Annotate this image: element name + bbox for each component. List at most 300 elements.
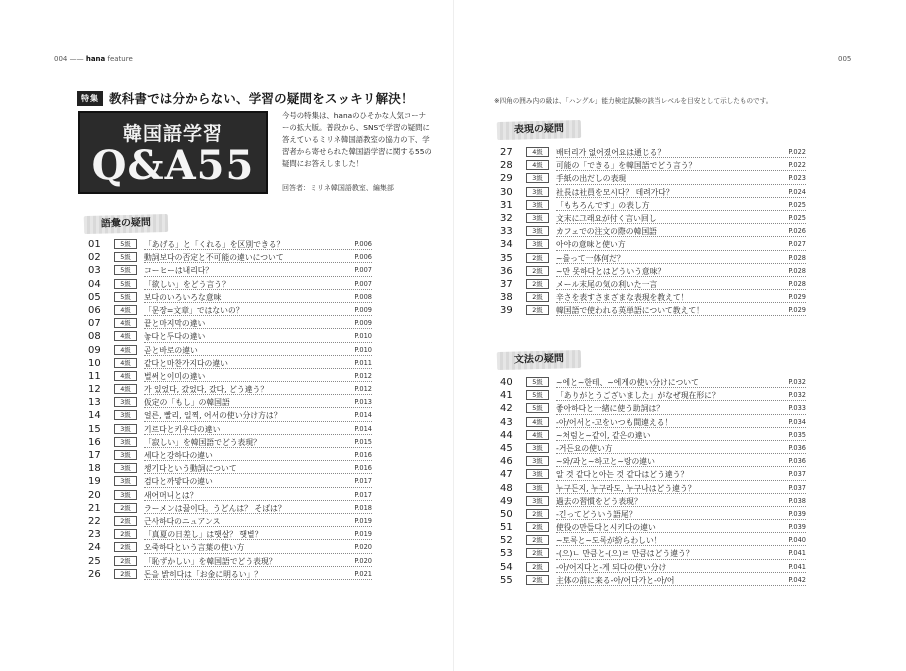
question-row	[500, 574, 806, 587]
level-badge: 4級	[114, 384, 137, 394]
page-reference: P.035	[788, 430, 806, 439]
question-number: 16	[88, 436, 101, 448]
level-badge: 3級	[114, 476, 137, 486]
page-reference: P.019	[354, 516, 372, 525]
question-title: 누구든지, 누구라도, 누구나はどう違う？	[556, 483, 696, 493]
question-number: 03	[88, 265, 101, 277]
question-row	[500, 429, 806, 442]
question-row	[88, 436, 372, 449]
dotted-leader	[144, 421, 372, 422]
level-badge: 5級	[114, 292, 137, 302]
page-reference: P.020	[354, 543, 372, 552]
level-badge: 2級	[114, 529, 137, 539]
level-badge: 5級	[114, 239, 137, 249]
page-reference: P.023	[788, 174, 806, 183]
page-reference: P.027	[788, 240, 806, 249]
dotted-leader	[556, 197, 806, 198]
dotted-leader	[556, 315, 806, 316]
dotted-leader	[144, 434, 372, 435]
question-title: 主体の前に来る-아/어다가と-아/어	[556, 575, 675, 585]
question-row	[88, 357, 372, 370]
page-reference: P.016	[354, 451, 372, 459]
dotted-leader	[144, 315, 372, 316]
level-badge: 3級	[114, 397, 137, 407]
question-number: 40	[500, 377, 513, 388]
level-badge: 3級	[526, 239, 549, 249]
question-row	[500, 402, 806, 415]
dotted-leader	[144, 579, 372, 580]
level-badge: 5級	[114, 279, 137, 289]
page-reference: P.014	[354, 411, 372, 420]
question-title: 같다と마찬가지다の違い	[144, 358, 228, 368]
page-reference: P.036	[788, 457, 806, 466]
page-reference: P.034	[788, 417, 806, 426]
question-title: ~를って一体何だ？	[556, 253, 625, 263]
question-title: 아야の意味と使い方	[556, 240, 626, 250]
level-badge: 3級	[526, 187, 549, 197]
page-reference: P.007	[354, 266, 372, 275]
question-row	[88, 317, 372, 330]
question-title: ~와/과と~하고と~랑の違い	[556, 457, 655, 467]
dotted-leader	[556, 427, 806, 428]
feature-header	[77, 89, 414, 107]
question-row	[500, 482, 806, 495]
page-reference: P.012	[354, 371, 372, 380]
section-label-expression: 表現の疑問	[497, 120, 581, 140]
page-reference: P.013	[354, 398, 372, 407]
page-reference: P.037	[788, 470, 806, 479]
dotted-leader	[144, 249, 372, 250]
question-number: 46	[500, 456, 513, 468]
running-header-left	[54, 55, 133, 63]
question-title: 可能の「できる」を韓国語でどう言う？	[556, 161, 697, 171]
page-reference: P.029	[788, 293, 806, 302]
dotted-leader	[556, 263, 806, 264]
level-badge: 2級	[526, 253, 549, 263]
question-row	[88, 449, 372, 462]
question-title: ラーメンは끓이다。うどんは？ そばは？	[144, 503, 286, 513]
question-row	[500, 225, 806, 238]
level-note: ※四角の囲み内の級は、「ハングル」能力検定試験の該当レベルを目安として示したものです。	[494, 97, 773, 105]
page-reference: P.024	[788, 187, 806, 196]
level-badge: 3級	[526, 213, 549, 223]
question-row	[88, 383, 372, 396]
question-title: 새어머니とは？	[144, 490, 198, 500]
section-label-grammar: 文法の疑問	[497, 350, 581, 370]
page-number-left: 004	[54, 55, 68, 63]
level-badge: 2級	[114, 516, 137, 526]
question-number: 36	[500, 265, 513, 277]
question-title: 기르다と키우다の違い	[144, 424, 221, 434]
question-number: 29	[500, 173, 513, 185]
question-number: 20	[88, 489, 101, 501]
question-title: 돈을 밝히다は「お金に明るい」？	[144, 569, 263, 579]
dotted-leader	[556, 184, 806, 185]
question-number: 44	[500, 429, 513, 441]
dotted-leader	[556, 519, 806, 520]
dotted-leader	[556, 440, 806, 441]
page-reference: P.018	[354, 503, 372, 512]
level-badge: 3級	[114, 437, 137, 447]
level-badge: 2級	[114, 542, 137, 552]
header-dash: ——	[69, 55, 84, 63]
question-title: 끝と마지막の違い	[144, 319, 206, 329]
level-badge: 3級	[526, 456, 549, 466]
question-row	[500, 521, 806, 534]
dotted-leader	[144, 355, 372, 356]
page-reference: P.019	[354, 530, 372, 539]
question-row	[500, 416, 806, 429]
level-badge: 5級	[114, 265, 137, 275]
question-row	[500, 389, 806, 402]
page-reference: P.025	[788, 200, 806, 209]
page-reference: P.026	[788, 227, 806, 236]
page-reference: P.040	[788, 536, 806, 545]
question-row	[500, 547, 806, 560]
page-reference: P.007	[354, 279, 372, 288]
dotted-leader	[144, 262, 372, 263]
question-title: 곧と바로の違い	[144, 345, 198, 355]
page-reference: P.006	[354, 253, 372, 262]
dotted-leader	[144, 460, 372, 461]
level-badge: 4級	[114, 305, 137, 315]
question-number: 50	[500, 508, 513, 520]
question-number: 39	[500, 305, 513, 317]
page-reference: P.039	[788, 509, 806, 518]
page-reference: P.028	[788, 253, 806, 262]
dotted-leader	[144, 513, 372, 514]
expression-question-list	[500, 146, 806, 317]
question-row	[500, 291, 806, 304]
page-reference: P.021	[354, 569, 372, 578]
question-row	[500, 455, 806, 468]
level-badge: 3級	[114, 463, 137, 473]
question-number: 15	[88, 423, 101, 435]
level-badge: 2級	[114, 556, 137, 566]
question-number: 10	[88, 357, 101, 369]
dotted-leader	[556, 276, 806, 277]
level-badge: 5級	[526, 390, 549, 400]
question-number: 24	[88, 542, 101, 554]
question-row	[500, 212, 806, 225]
level-badge: 3級	[526, 443, 549, 453]
dotted-leader	[144, 289, 372, 290]
level-badge: 2級	[526, 279, 549, 289]
dotted-leader	[556, 453, 806, 454]
intro-text: 今号の特集は、hanaのひそかな人気コーナーの拡大版。普段から、SNSで学習の疑問に答えているミリネ韓国語教室の協力の下、学習者から寄せられた韓国語学習に関する55の疑問にお答えしました！	[282, 111, 432, 168]
question-row	[500, 561, 806, 574]
question-row	[88, 251, 372, 264]
question-number: 38	[500, 292, 513, 304]
question-title: -거든요の使い方	[556, 443, 613, 453]
question-row	[88, 502, 372, 515]
level-badge: 4級	[114, 345, 137, 355]
question-title: コーヒーは내리다？	[144, 266, 214, 276]
question-title: 手紙の出だしの表現	[556, 174, 627, 184]
question-title: -긴ってどういう語尾？	[556, 509, 637, 519]
dotted-leader	[556, 289, 806, 290]
level-badge: 3級	[114, 490, 137, 500]
question-title: 배터리가 없어졌어요は通じる？	[556, 148, 666, 157]
level-badge: 5級	[526, 377, 549, 387]
question-number: 28	[500, 160, 513, 172]
feature-title: 教科書では分からない、学習の疑問をスッキリ解決！	[109, 91, 414, 106]
question-number: 17	[88, 450, 101, 461]
dotted-leader	[556, 572, 806, 573]
question-title: 「あげる」と「くれる」を区別できる？	[144, 240, 285, 249]
question-number: 26	[88, 568, 101, 580]
question-number: 54	[500, 561, 513, 573]
question-title: 「恥ずかしい」を韓国語でどう表現？	[144, 556, 277, 566]
dotted-leader	[556, 387, 806, 388]
page-reference: P.022	[788, 161, 806, 170]
grammar-question-list	[500, 376, 806, 587]
page-reference: P.008	[354, 292, 372, 301]
question-number: 05	[88, 291, 101, 303]
level-badge: 3級	[114, 410, 137, 420]
question-row	[500, 186, 806, 199]
question-number: 30	[500, 186, 513, 198]
question-row	[500, 159, 806, 172]
question-number: 48	[500, 482, 513, 494]
question-number: 19	[88, 476, 101, 488]
section-name: feature	[107, 55, 133, 63]
page-reference: P.039	[788, 523, 806, 532]
level-badge: 2級	[526, 266, 549, 276]
question-row	[88, 541, 372, 554]
dotted-leader	[556, 480, 806, 481]
question-row	[88, 515, 372, 528]
question-number: 12	[88, 384, 101, 396]
level-badge: 4級	[526, 147, 549, 157]
dotted-leader	[144, 566, 372, 567]
question-title: 검다と까맣다の違い	[144, 477, 213, 487]
dotted-leader	[556, 157, 806, 158]
question-row	[88, 409, 372, 422]
page-reference: P.017	[354, 490, 372, 499]
dotted-leader	[144, 368, 372, 369]
level-badge: 4級	[526, 417, 549, 427]
question-number: 51	[500, 522, 513, 534]
question-title: 動詞보다の否定と不可能の違いについて	[144, 253, 284, 263]
question-title: メール末尾の気の利いた一言	[556, 279, 658, 289]
page-reference: P.020	[354, 556, 372, 565]
board-title-line2: Q&A55	[91, 142, 255, 189]
question-title: ~에と~한테、~에게の使い分けについて	[556, 378, 699, 387]
section-label-vocab: 語彙の疑問	[84, 214, 168, 234]
question-row	[88, 528, 372, 541]
question-row	[88, 238, 372, 251]
page-reference: P.015	[354, 437, 372, 446]
question-row	[500, 534, 806, 547]
dotted-leader	[144, 500, 372, 501]
question-number: 11	[88, 370, 101, 382]
level-badge: 2級	[526, 575, 549, 585]
question-title: ~만 못하다とはどういう意味？	[556, 266, 666, 276]
level-badge: 5級	[526, 403, 549, 413]
level-badge: 2級	[114, 569, 137, 579]
dotted-leader	[144, 302, 372, 303]
level-badge: 4級	[526, 430, 549, 440]
question-number: 07	[88, 318, 101, 330]
dotted-leader	[556, 585, 806, 586]
question-row	[88, 475, 372, 488]
question-row	[88, 291, 372, 304]
question-number: 22	[88, 515, 101, 527]
question-title: 「문장=文章」ではないの？	[144, 305, 244, 315]
question-title: 얼른, 빨리, 일찍, 어서の使い分け方は？	[144, 411, 282, 421]
page-reference: P.012	[354, 385, 372, 394]
level-badge: 4級	[526, 160, 549, 170]
question-title: 근사하다のニュアンス	[144, 516, 221, 526]
question-row	[88, 264, 372, 277]
dotted-leader	[556, 506, 806, 507]
question-number: 14	[88, 410, 101, 422]
magazine-brand: hana	[85, 55, 106, 63]
page-reference: P.016	[354, 464, 372, 473]
dotted-leader	[144, 328, 372, 329]
dotted-leader	[144, 526, 372, 527]
level-badge: 2級	[526, 548, 549, 558]
page-reference: P.014	[354, 424, 372, 433]
question-row	[88, 304, 372, 317]
dotted-leader	[556, 532, 806, 533]
page-number-right: 005	[838, 55, 852, 63]
question-row	[88, 344, 372, 357]
question-number: 34	[500, 239, 513, 251]
question-number: 02	[88, 252, 101, 264]
question-number: 21	[88, 502, 101, 514]
level-badge: 4級	[114, 318, 137, 328]
dotted-leader	[144, 381, 372, 382]
dotted-leader	[556, 223, 806, 224]
vocab-question-list	[88, 238, 372, 581]
dotted-leader	[144, 276, 372, 277]
question-row	[88, 555, 372, 568]
page-reference: P.037	[788, 483, 806, 492]
page-reference: P.041	[788, 549, 806, 558]
question-row	[500, 146, 806, 159]
page-reference: P.017	[354, 477, 372, 486]
question-row	[500, 252, 806, 265]
page-reference: P.010	[354, 345, 372, 354]
question-row	[500, 238, 806, 251]
question-row	[500, 199, 806, 212]
question-number: 01	[88, 239, 101, 250]
question-row	[500, 442, 806, 455]
question-number: 31	[500, 199, 513, 211]
question-title: 仮定の「もし」の韓国語	[144, 398, 230, 408]
question-title: 韓国語で使われる英単語について教えて！	[556, 306, 704, 316]
page-reference: P.009	[354, 305, 372, 314]
question-title: 놓다と두다の違い	[144, 332, 206, 342]
question-title: 文末に그래요が付く言い回し	[556, 213, 657, 223]
question-title: ~토록と~도록が紛らわしい！	[556, 536, 662, 546]
page-reference: P.009	[354, 319, 372, 328]
question-number: 25	[88, 555, 101, 567]
level-badge: 2級	[114, 503, 137, 513]
question-title: カフェでの注文の際の韓国語	[556, 227, 657, 237]
question-number: 06	[88, 304, 101, 316]
question-number: 43	[500, 416, 513, 428]
question-title: 社長は社員を모시다？ 데려가다？	[556, 187, 674, 197]
level-badge: 5級	[114, 252, 137, 262]
question-number: 53	[500, 548, 513, 560]
page-reference: P.038	[788, 496, 806, 505]
dotted-leader	[144, 487, 372, 488]
level-badge: 2級	[526, 509, 549, 519]
question-title: ~처럼と~같이, 같은の違い	[556, 430, 651, 440]
page-reference: P.011	[354, 358, 372, 367]
level-badge: 3級	[526, 483, 549, 493]
question-row	[88, 330, 372, 343]
dotted-leader	[556, 400, 806, 401]
question-row	[88, 396, 372, 409]
level-badge: 2級	[526, 292, 549, 302]
question-row	[500, 495, 806, 508]
page-reference: P.032	[788, 391, 806, 400]
page-reference: P.022	[788, 148, 806, 156]
level-badge: 4級	[114, 371, 137, 381]
question-row	[500, 508, 806, 521]
page-reference: P.028	[788, 279, 806, 288]
question-title: 「寂しい」を韓国語でどう表現？	[144, 437, 261, 447]
page-reference: P.025	[788, 213, 806, 222]
dotted-leader	[556, 250, 806, 251]
page-reference: P.029	[788, 306, 806, 315]
level-badge: 3級	[526, 173, 549, 183]
question-title: 使役の만들다と시키다の違い	[556, 523, 656, 533]
board-title-line1: 韓国語学習	[122, 123, 223, 145]
question-number: 18	[88, 463, 101, 475]
question-number: 42	[500, 403, 513, 415]
question-number: 52	[500, 535, 513, 547]
question-row	[500, 468, 806, 481]
question-number: 27	[500, 147, 513, 158]
page-reference: P.041	[788, 562, 806, 571]
question-number: 41	[500, 390, 513, 402]
question-title: 「欲しい」をどう言う？	[144, 279, 230, 289]
dotted-leader	[556, 302, 806, 303]
page-reference: P.010	[354, 332, 372, 341]
question-number: 13	[88, 397, 101, 409]
dotted-leader	[144, 407, 372, 408]
question-row	[88, 370, 372, 383]
level-badge: 3級	[526, 496, 549, 506]
question-number: 37	[500, 278, 513, 290]
question-title: 「ありがとうございました」がなぜ現在形に？	[556, 391, 720, 401]
question-number: 47	[500, 469, 513, 481]
question-row	[500, 265, 806, 278]
page-reference: P.006	[354, 240, 372, 248]
question-title: 오죽하다という言葉の使い方	[144, 543, 245, 553]
question-number: 33	[500, 226, 513, 238]
question-number: 45	[500, 442, 513, 454]
dotted-leader	[556, 466, 806, 467]
dotted-leader	[556, 170, 806, 171]
level-badge: 2級	[526, 305, 549, 315]
question-title: 「真夏の日差し」は햇살？ 햇볕？	[144, 530, 263, 540]
question-title: -아/어서と-고をいつも間違える！	[556, 417, 673, 427]
question-number: 35	[500, 252, 513, 264]
answerer-credit: 回答者：ミリネ韓国語教室、編集部	[282, 184, 394, 192]
level-badge: 3級	[114, 424, 137, 434]
dotted-leader	[144, 342, 372, 343]
question-title: 「もちろんです」の表し方	[556, 200, 650, 210]
question-title: -아/어지다と-게 되다の使い分け	[556, 562, 667, 572]
question-number: 09	[88, 344, 101, 356]
level-badge: 3級	[526, 469, 549, 479]
